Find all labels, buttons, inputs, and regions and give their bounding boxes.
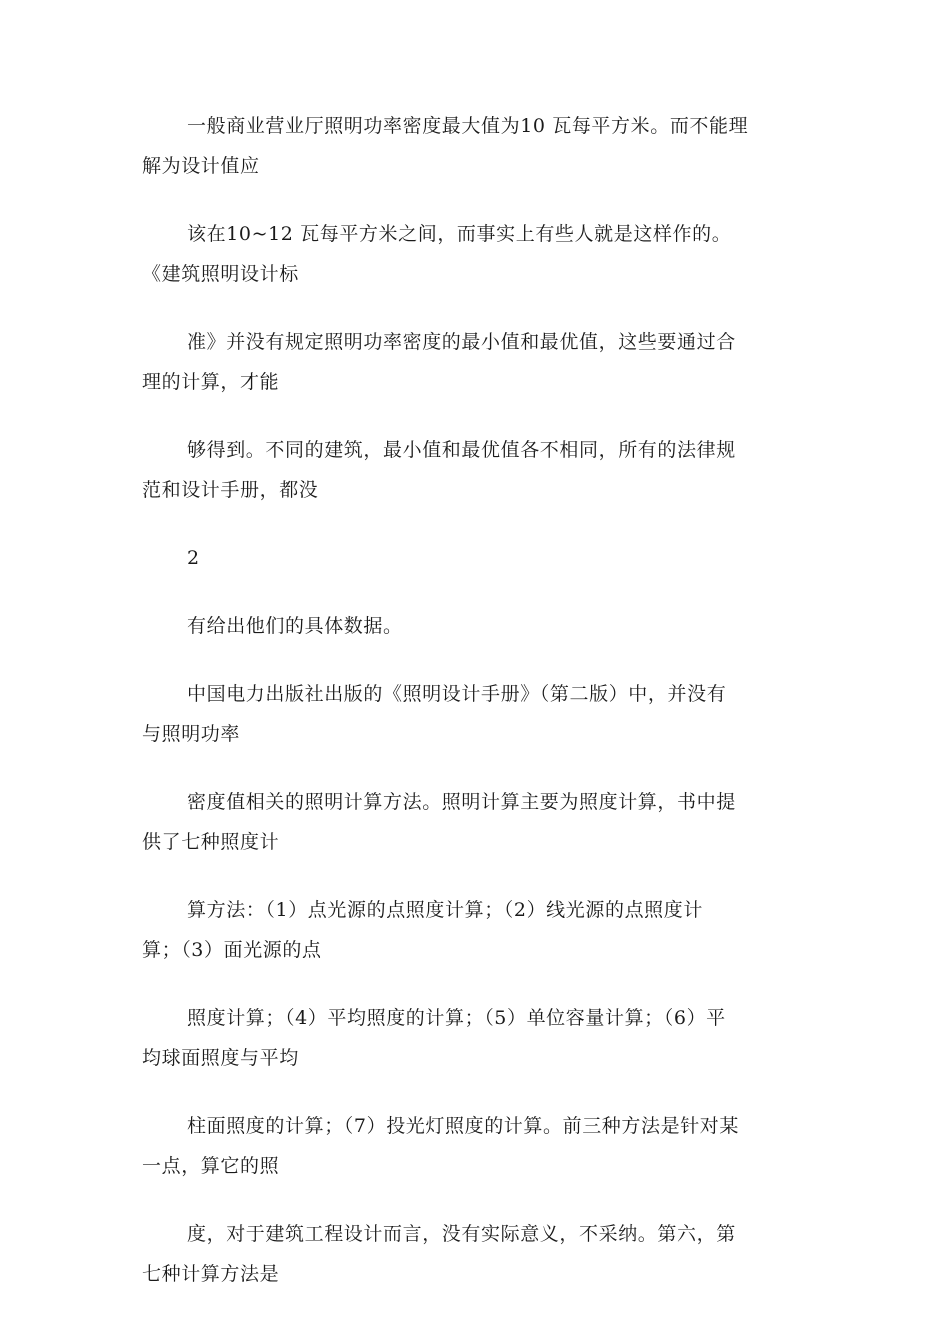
paragraph-line: 一点，算它的照 <box>142 1155 280 1177</box>
paragraph <box>142 430 810 510</box>
document-body <box>142 106 810 1322</box>
paragraph <box>142 674 810 754</box>
paragraph-line: 解为设计值应 <box>142 155 260 177</box>
paragraph-line: 范和设计手册，都没 <box>142 479 319 501</box>
paragraph-line: 柱面照度的计算；（7）投光灯照度的计算。前三种方法是针对某 <box>187 1115 739 1137</box>
paragraph-line: 一般商业营业厅照明功率密度最大值为10 瓦每平方米。而不能理 <box>187 115 749 137</box>
paragraph-line: 七种计算方法是 <box>142 1263 280 1285</box>
paragraph <box>142 214 810 294</box>
paragraph-line: 算；（3）面光源的点 <box>142 939 322 961</box>
paragraph-line: 中国电力出版社出版的《照明设计手册》（第二版）中，并没有 <box>187 683 727 705</box>
paragraph <box>142 782 810 862</box>
paragraph-line: 理的计算，才能 <box>142 371 280 393</box>
paragraph <box>142 1214 810 1294</box>
paragraph <box>142 890 810 970</box>
paragraph <box>142 106 810 186</box>
paragraph <box>142 322 810 402</box>
paragraph-line: 有给出他们的具体数据。 <box>187 615 403 637</box>
paragraph-line: 度，对于建筑工程设计而言，没有实际意义，不采纳。第六，第 <box>187 1223 736 1245</box>
paragraph <box>142 998 810 1078</box>
paragraph-line: 准》并没有规定照明功率密度的最小值和最优值，这些要通过合 <box>187 331 736 353</box>
paragraph-line: 密度值相关的照明计算方法。照明计算主要为照度计算，书中提 <box>187 791 736 813</box>
paragraph-line: 供了七种照度计 <box>142 831 280 853</box>
paragraph <box>142 1106 810 1186</box>
paragraph-line: 该在10~12 瓦每平方米之间，而事实上有些人就是这样作的。 <box>187 223 732 245</box>
paragraph-line: 《建筑照明设计标 <box>142 263 299 285</box>
paragraph <box>142 606 810 646</box>
paragraph-line: 够得到。不同的建筑，最小值和最优值各不相同，所有的法律规 <box>187 439 736 461</box>
paragraph-line: 算方法：（1）点光源的点照度计算；（2）线光源的点照度计 <box>187 899 703 921</box>
paragraph-line: 与照明功率 <box>142 723 241 745</box>
paragraph-line: 均球面照度与平均 <box>142 1047 299 1069</box>
page-number: 2 <box>187 547 200 569</box>
paragraph-line: 照度计算；（4）平均照度的计算；（5）单位容量计算；（6）平 <box>187 1007 726 1029</box>
